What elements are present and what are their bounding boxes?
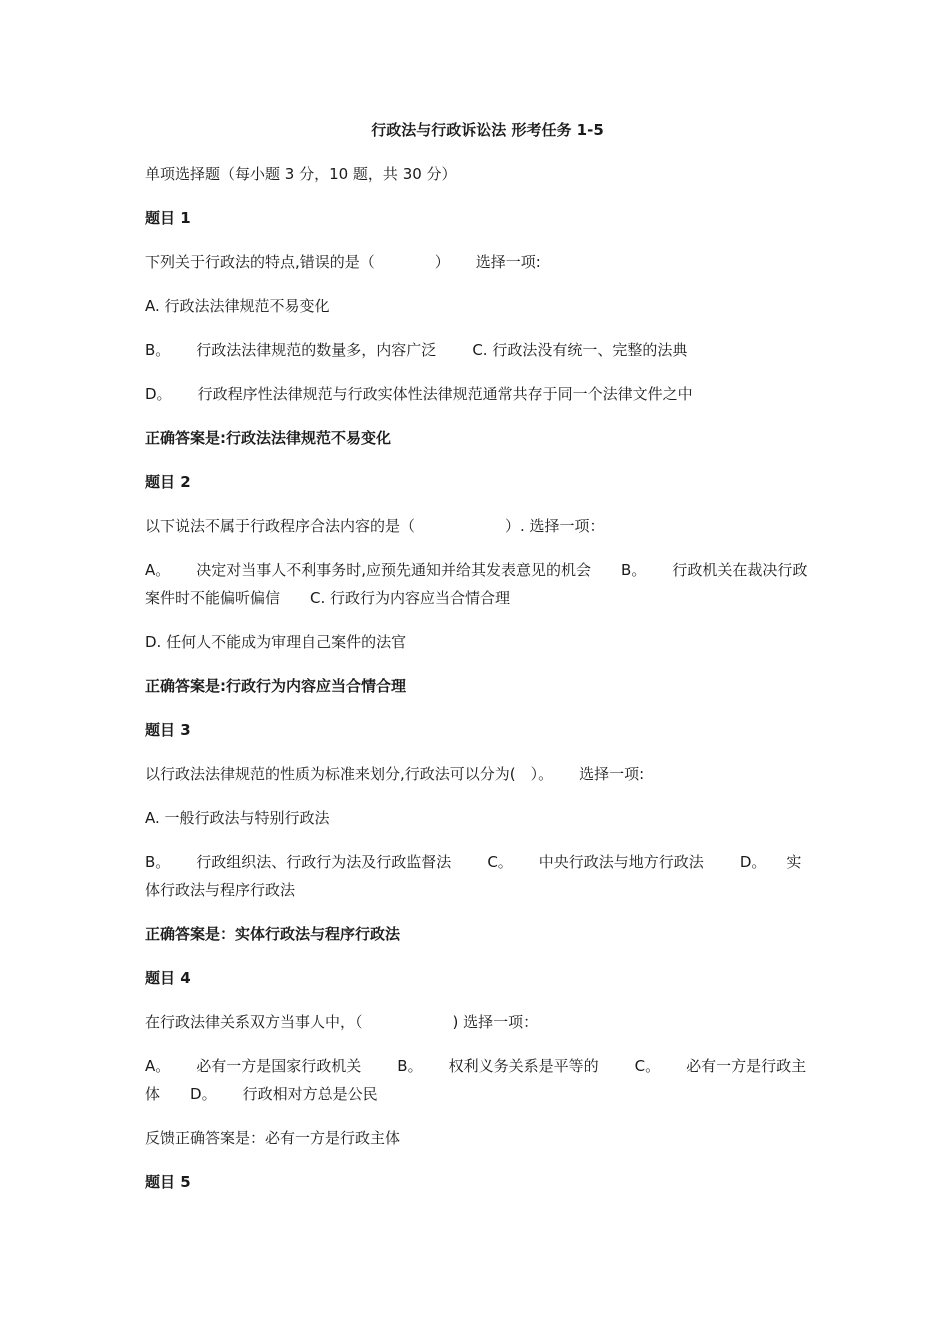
q3-option-d-key: D。 xyxy=(739,853,767,871)
q1-options-bc xyxy=(145,336,810,364)
question-2-label: 题目 2 xyxy=(145,473,191,491)
q3-stem: 以行政法法律规范的性质为标准来划分,行政法可以分为( ）。 xyxy=(145,765,554,783)
question-4-label: 题目 4 xyxy=(145,969,191,987)
q2-option-d: D. 任何人不能成为审理自己案件的法官 xyxy=(145,633,407,651)
q4-answer: 反馈正确答案是：必有一方是行政主体 xyxy=(145,1129,401,1147)
q2-options-abc xyxy=(145,556,810,612)
q3-answer: 正确答案是：实体行政法与程序行政法 xyxy=(145,925,401,943)
q3-option-a: A. 一般行政法与特别行政法 xyxy=(145,809,330,827)
q4-option-b-key: B。 xyxy=(397,1057,423,1075)
q4-option-d-text: 行政相对方总是公民 xyxy=(242,1085,378,1103)
document-body xyxy=(145,116,810,1212)
q2-option-c: C. 行政行为内容应当合情合理 xyxy=(310,589,511,607)
q4-option-c-key: C。 xyxy=(634,1057,661,1075)
q4-option-a-text: 必有一方是国家行政机关 xyxy=(196,1057,362,1075)
q4-stem-start: 在行政法律关系双方当事人中，（ xyxy=(145,1013,363,1031)
section-heading: 单项选择题（每小题 3 分，10 题，共 30 分） xyxy=(145,165,457,183)
q1-option-c: C. 行政法没有统一、完整的法典 xyxy=(472,341,688,359)
q3-option-d-text: 实体行政法与程序行政法 xyxy=(145,853,802,899)
q1-option-d-text: 行政程序性法律规范与行政实体性法律规范通常共存于同一个法律文件之中 xyxy=(197,385,693,403)
q2-option-b-text: 行政机关在裁决行政案件时不能偏听偏信 xyxy=(145,561,808,607)
question-1-label: 题目 1 xyxy=(145,209,191,227)
question-3-label: 题目 3 xyxy=(145,721,191,739)
q3-prompt: 选择一项: xyxy=(579,765,645,783)
document-title: 行政法与行政诉讼法 形考任务 1-5 xyxy=(371,121,604,139)
q3-option-c-key: C。 xyxy=(487,853,513,871)
q2-stem-end: ）. 选择一项： xyxy=(505,517,605,535)
q1-stem-end: ） xyxy=(434,253,450,271)
q1-option-b-text: 行政法法律规范的数量多，内容广泛 xyxy=(196,341,437,359)
question-4-stem xyxy=(145,1008,810,1036)
q2-option-a-key: A。 xyxy=(145,561,171,579)
q4-option-b-text: 权利义务关系是平等的 xyxy=(448,1057,599,1075)
question-2-stem xyxy=(145,512,810,540)
q3-option-b-text: 行政组织法、行政行为法及行政监督法 xyxy=(196,853,452,871)
q1-prompt: 选择一项: xyxy=(475,253,541,271)
q1-option-b-key: B。 xyxy=(145,341,171,359)
q2-stem-start: 以下说法不属于行政程序合法内容的是（ xyxy=(145,517,416,535)
question-1-stem xyxy=(145,248,810,276)
question-5-label: 题目 5 xyxy=(145,1173,191,1191)
q1-option-d-key: D。 xyxy=(145,385,172,403)
q2-option-a-text: 决定对当事人不利事务时,应预先通知并给其发表意见的机会 xyxy=(196,561,592,579)
q3-options-bcd xyxy=(145,848,810,904)
q3-option-c-text: 中央行政法与地方行政法 xyxy=(538,853,704,871)
q2-option-b-key: B。 xyxy=(621,561,647,579)
q2-answer: 正确答案是:行政行为内容应当合情合理 xyxy=(145,677,407,695)
q4-option-c-text: 必有一方是行政主体 xyxy=(145,1057,807,1103)
q1-option-d xyxy=(145,380,810,408)
q1-option-a: A. 行政法法律规范不易变化 xyxy=(145,297,330,315)
q4-options-abcd xyxy=(145,1052,810,1108)
q4-stem-end: ) 选择一项： xyxy=(452,1013,539,1031)
q1-answer: 正确答案是:行政法法律规范不易变化 xyxy=(145,429,392,447)
q4-option-d-key: D。 xyxy=(190,1085,217,1103)
q3-option-b-key: B。 xyxy=(145,853,171,871)
q1-stem-start: 下列关于行政法的特点,错误的是（ xyxy=(145,253,375,271)
q4-option-a-key: A。 xyxy=(145,1057,171,1075)
question-3-stem xyxy=(145,760,810,788)
